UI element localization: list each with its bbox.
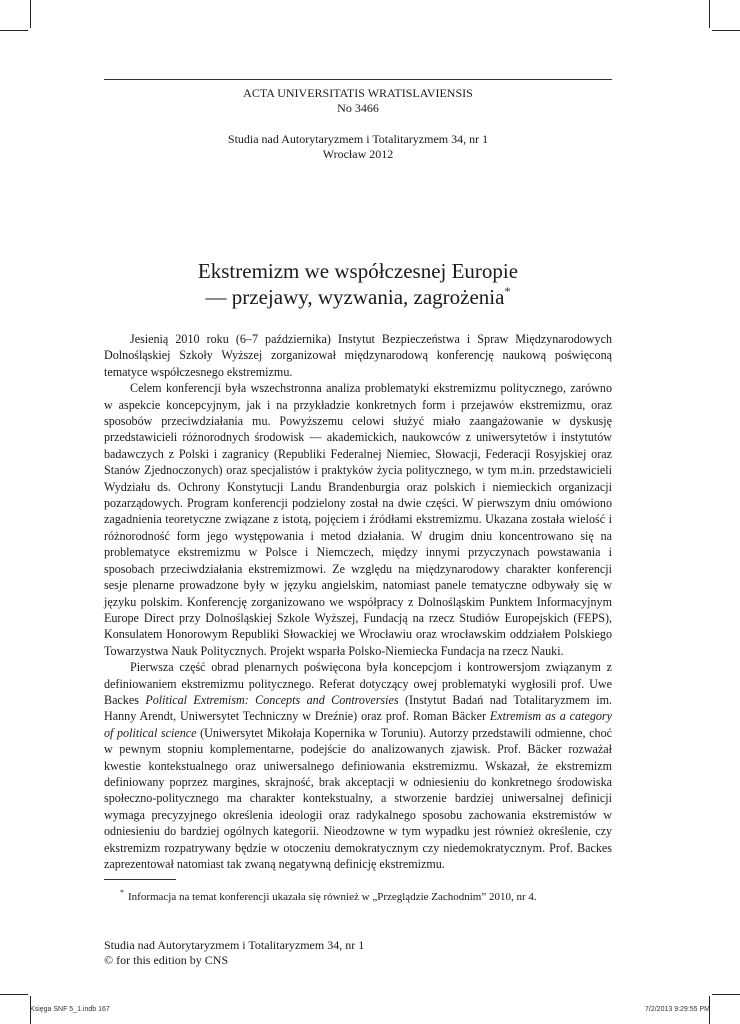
paragraph	[104, 331, 612, 380]
paragraph	[104, 659, 612, 872]
paragraph-text: Celem konferencji była wszechstronna analiza problematyki ekstremizmu politycznego, zarówno w aspekcie koncepcyjnym, jak i na przykładzie konkretnych form i przejawów ekstremizmu, oraz sposobów przeciwdziałania mu. Powyższemu celowi służyć miało zaangażowanie w dyskusję przedstawicieli różnorodnych środowisk — akademickich, naukowców z uniwersytetów i instytutów badawczych z Polski i zagranicy (Republiki Federalnej Niemiec, Słowacji, Federacji Rosyjskiej oraz Stanów Zjednoczonych) oraz specjalistów i praktyków życia politycznego, w tym m.in. przedstawicieli Wydziału ds. Ochrony Konstytucji Landu Brandenburgia oraz polskich i niemieckich organizacji pozarządowych. Program konferencji podzielony został na dwie części. W pierwszym dniu omówiono zagadnienia teoretyczne związane z istotą, pojęciem i źródłami ekstremizmu. Ukazana została wielość i różnorodność form jego występowania i metod działania. W drugim dniu koncentrowano się na problematyce ekstremizmu w Polsce i Niemczech, między innymi przyczynach powstawania i sposobach przeciwdziałania ekstremizmowi. Ze względu na międzynarodowy charakter konferencji sesje plenarne prowadzone były w języku angielskim, natomiast panele tematyczne odbywały się w języku polskim. Konferencję zorganizowano we współpracy z Dolnośląskim Punktem Informacyjnym Europe Direct przy Dolnośląskiej Szkole Wyższej, Fundacją na rzecz Studiów Europejskich (FEPS), Konsulatem Honorowym Republiki Słowackiej we Wrocławiu oraz wrocławskim oddziałem Polskiego Towarzystwa Nauk Politycznych. Projekt wsparła Polsko-Niemiecka Fundacja na rzecz Nauki.	[104, 381, 612, 658]
crop-mark-left-top	[0, 30, 28, 31]
crop-mark-left-bottom	[0, 994, 28, 995]
footnote-text: Informacja na temat konferencji ukazała się również w „Przeglądzie Zachodnim” 2010, nr 4.	[128, 891, 537, 903]
italic-title-text: Political Extremism: Concepts and Controversies	[145, 692, 399, 707]
crop-mark-right-top	[712, 30, 740, 31]
page-footer	[104, 938, 364, 968]
printer-slug-file: Księga SNF 5_1.indb 167	[30, 1006, 110, 1013]
article-body	[104, 331, 612, 872]
article-title	[104, 258, 612, 310]
crop-mark-top-right	[709, 0, 710, 28]
crop-mark-top-left	[30, 0, 31, 28]
paragraph-text: Jesienią 2010 roku (6–7 października) Instytut Bezpieczeństwa i Spraw Międzynarodowych Dolnośląskiej Szkoły Wyższej zorganizował międzynarodową konferencję naukową poświęconą tematyce współczesnego ekstremizmu.	[104, 332, 612, 379]
paragraph-text: (Instytut Badań nad Totalitaryzmem im. Hanny Arendt, Uniwersytet Techniczny w Dreźnie) oraz prof. Roman Bäcker	[104, 692, 613, 724]
journal-name: Studia nad Autorytaryzmem i Totalitaryzmem 34, nr 1	[227, 132, 489, 146]
paragraph-text: Pierwsza część obrad plenarnych poświęcona była koncepcjom i kontrowersjom związanym z definiowaniem ekstremizmu politycznego. Referat dotyczący owej problematyki wygłosili prof. Uwe Backes	[104, 660, 612, 707]
title-line-2	[104, 284, 612, 310]
paragraph	[104, 380, 612, 659]
footnote-rule	[104, 879, 176, 880]
title-line-2-text: — przejawy, wyzwania, zagrożenia	[205, 285, 505, 309]
header-rule	[104, 79, 612, 80]
issue-number: No 3466	[337, 101, 379, 115]
footnote	[120, 890, 537, 904]
crop-mark-right-bottom	[712, 994, 740, 995]
italic-title-text: Extremism as a category of political science	[104, 709, 612, 740]
printer-slug-date: 7/2/2013 9:29:55 PM	[645, 1006, 710, 1013]
journal-header	[104, 86, 612, 162]
title-line-1: Ekstremizm we współczesnej Europie	[197, 259, 519, 283]
place-year: Wrocław 2012	[322, 147, 394, 161]
footnote-mark: *	[120, 888, 124, 897]
series-name: ACTA UNIVERSITATIS WRATISLAVIENSIS	[243, 86, 473, 100]
footer-journal: Studia nad Autorytaryzmem i Totalitaryzmem 34, nr 1	[104, 938, 365, 952]
paragraph-text: (Uniwersytet Mikołaja Kopernika w Toruniu). Autorzy przedstawili odmienne, choć w pewnym stopniu komplementarne, podejście do analizowanych zjawisk. Prof. Bäcker rozważał kwestie kontekstualnego oraz uniwersalnego definiowania ekstremizmu. Wskazał, że ekstremizm definiowany poprzez margines, skrajność, brak akceptacji w odniesieniu do konkretnego środowiska społeczno-politycznego ma charakter kontekstualny, a stworzenie bardziej uniwersalnej definicji wymaga precyzyjnego określenia ideologii oraz radykalnego sposobu zachowania ekstremistów w odniesieniu do bardziej ogólnych kategorii. Nieodzowne w tym wypadku jest również określenie, czy ekstremizm rozpatrywany będzie w otoczeniu demokratycznym czy niedemokratycznym. Prof. Backes zaprezentował natomiast tak zwaną negatywną definicję ekstremizmu.	[104, 725, 612, 871]
title-footnote-mark: *	[504, 284, 511, 298]
footer-copyright: © for this edition by CNS	[104, 953, 229, 967]
